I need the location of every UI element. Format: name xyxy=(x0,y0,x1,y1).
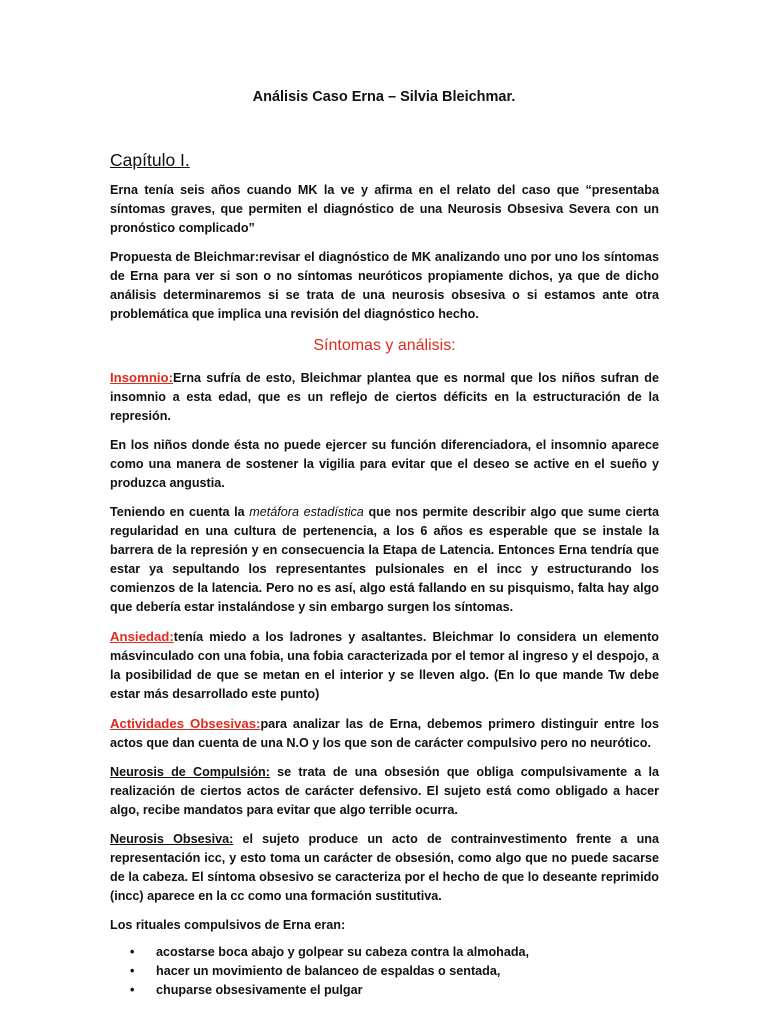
list-item xyxy=(110,962,659,981)
proposal-label: Propuesta de Bleichmar: xyxy=(110,250,260,264)
actividades-paragraph xyxy=(110,714,659,753)
document-body xyxy=(110,181,659,1000)
list-item xyxy=(110,981,659,1000)
rituals-intro: Los rituales compulsivos de Erna eran: xyxy=(110,918,346,932)
compulsion-paragraph xyxy=(110,763,659,820)
section-heading xyxy=(110,336,659,356)
ritual-text: acostarse boca abajo y golpear su cabeza contra la almohada, xyxy=(156,945,530,959)
rituals-list xyxy=(110,943,659,1000)
section-rest: íntomas y análisis: xyxy=(324,337,456,354)
list-item xyxy=(110,943,659,962)
actividades-label: Actividades Obsesivas: xyxy=(110,716,261,731)
insomnio-paragraph-2: En los niños donde ésta no puede ejercer su función diferenciadora, el insomnio aparece como una manera de sostener la vigilia para evitar que el deseo se active en el sueño y produzca angustia. xyxy=(110,438,659,490)
intro-paragraph: Erna tenía seis años cuando MK la ve y afirma en el relato del caso que “presentaba síntomas graves, que permiten el diagnóstico de una Neurosis Obsesiva Severa con un pronóstico complicado” xyxy=(110,183,659,235)
section-initial: S xyxy=(313,337,325,354)
insomnio-label: Insomnio: xyxy=(110,370,174,385)
metafora-emphasis: metáfora estadística xyxy=(249,505,364,519)
actividades-text: para analizar las de Erna, debemos primero distinguir entre los actos que dan cuenta de una N.O y los que son de carácter compulsivo pero no neurótico. xyxy=(110,717,659,750)
insomnio-text: Erna sufría de esto, Bleichmar plantea que es normal que los niños sufran de insomnio a esta edad, que es un reflejo de ciertos déficits en la estructuración de la represión. xyxy=(110,371,659,423)
metafora-after: que nos permite describir algo que sume cierta regularidad en una cultura de pertenencia, a los 6 años es esperable que se instale la barrera de la represión y en consecuencia la Etapa de Latencia. Entonces Erna tendría que estar ya sepultando los representantes pulsionales en el incc y estructurando los comienzos de la latencia. Pero no es así, algo está fallando en su pisquismo, falta hay algo que debería estar instalándose y sin embargo surgen los síntomas. xyxy=(110,505,660,614)
chapter-initial: C xyxy=(110,150,123,170)
bullet-icon: • xyxy=(130,964,135,978)
metafora-before: Teniendo en cuenta la xyxy=(110,505,250,519)
ansiedad-text: tenía miedo a los ladrones y asaltantes. Bleichmar lo considera un elemento másvinculado con una fobia, una fobia caracterizada por el temor al ingreso y el despojo, a la posibilidad de que se metan en el interior y se lleven algo. (En lo que mande Tw debe estar más desarrollado este punto) xyxy=(110,630,659,701)
ritual-text: hacer un movimiento de balanceo de espaldas o sentada, xyxy=(156,964,501,978)
obsesiva-text: el sujeto produce un acto de contrainvestimento frente a una representación icc, y esto toma un carácter de obsesión, como algo que no puede sacarse de la cabeza. El síntoma obsesivo se caracteriza por el hecho de que lo deseante reprimido (incc) aparece en la cc como una formación sustitutiva. xyxy=(110,832,659,903)
chapter-heading xyxy=(110,150,190,171)
chapter-rest: apítulo I. xyxy=(122,150,190,170)
proposal-paragraph xyxy=(110,248,659,324)
compulsion-text: se trata de una obsesión que obliga compulsivamente a la realización de ciertos actos de carácter defensivo. El sujeto está como obligado a hacer algo, recibe mandatos para evitar que algo terrible ocurra. xyxy=(110,765,659,817)
metafora-paragraph xyxy=(110,503,659,617)
document-title: Análisis Caso Erna – Silvia Bleichmar. xyxy=(252,89,516,105)
insomnio-paragraph xyxy=(110,368,659,426)
bullet-icon: • xyxy=(130,945,135,959)
proposal-text: revisar el diagnóstico de MK analizando uno por uno los síntomas de Erna para ver si son o no síntomas neuróticos propiamente dichos, ya que de dicho análisis determinaremos si se trata de una neurosis obsesiva o si estamos ante otra problemática que implica una revisión del diagnóstico hecho. xyxy=(110,250,659,321)
ansiedad-paragraph xyxy=(110,627,659,704)
obsesiva-paragraph xyxy=(110,830,659,906)
bullet-icon: • xyxy=(130,983,135,997)
obsesiva-label: Neurosis Obsesiva: xyxy=(110,832,234,846)
ansiedad-label: Ansiedad: xyxy=(110,629,174,644)
compulsion-label: Neurosis de Compulsión: xyxy=(110,765,270,779)
ritual-text: chuparse obsesivamente el pulgar xyxy=(156,983,363,997)
